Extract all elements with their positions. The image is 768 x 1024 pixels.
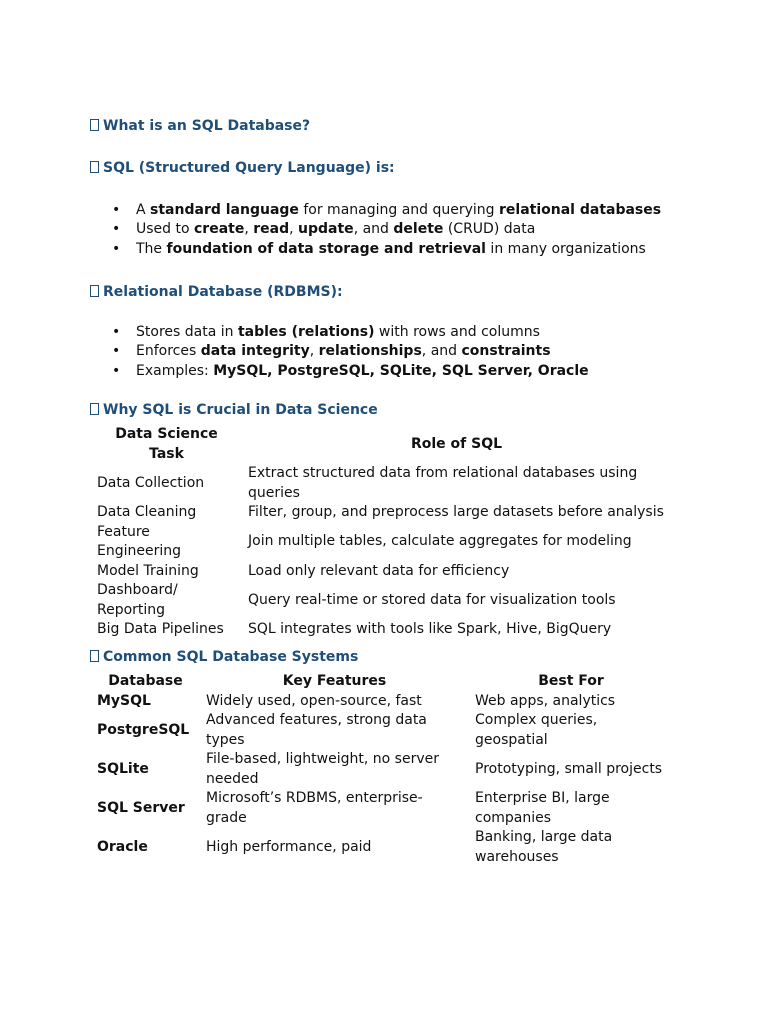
heading-text: What is an SQL Database? [103,118,311,134]
list-item: • Stores data in tables (relations) with rows and columns [112,323,589,342]
column-header: Data Science Task [115,426,218,462]
column-header: Database [108,673,183,689]
database-systems-table [91,672,673,867]
bullet-icon: • [112,362,121,379]
table-row: Data Collection Extract structured data from relational databases using queries [97,465,638,501]
box-glyph-icon [90,403,99,415]
box-glyph-icon [90,650,99,662]
table-row: SQL Server Microsoft’s RDBMS, enterprise-grade Enterprise BI, large companies [97,790,610,826]
list-item: • The foundation of data storage and retrieval in many organizations [112,240,661,259]
list-item: • A standard language for managing and querying relational databases [112,201,661,220]
rdbms-bullet-list [112,323,589,381]
column-header: Key Features [282,673,387,689]
heading-text: Relational Database (RDBMS): [103,284,343,300]
table-row: Model Training Load only relevant data for efficiency [97,562,510,579]
bullet-icon: • [112,343,121,360]
heading-why [90,401,378,419]
box-glyph-icon [90,161,99,173]
table-header-row [91,425,671,464]
box-glyph-icon [90,285,99,297]
column-header: Best For [538,673,604,689]
table-row: Dashboard/ Reporting Query real-time or stored data for visualization tools [97,582,616,618]
table-row: Data Cleaning Filter, group, and preprocess large datasets before analysis [97,504,664,520]
list-item: • Examples: MySQL, PostgreSQL, SQLite, SQL Server, Oracle [112,362,589,381]
heading-common [90,648,358,666]
list-item: • Enforces data integrity, relationships, and constraints [112,342,589,361]
table-row: Oracle High performance, paid Banking, large data warehouses [97,829,613,865]
data-science-table [91,425,671,640]
heading-what-is [90,117,310,135]
list-item: • Used to create, read, update, and delete (CRUD) data [112,220,661,239]
heading-text: Common SQL Database Systems [103,649,359,665]
sql-bullet-list [112,201,661,259]
heading-text: Why SQL is Crucial in Data Science [103,402,378,418]
table-row: Feature Engineering Join multiple tables, calculate aggregates for modeling [97,523,632,559]
table-row: PostgreSQL Advanced features, strong data types Complex queries, geospatial [97,712,598,748]
heading-rdbms [90,283,343,301]
table-row: MySQL Widely used, open-source, fast Web apps, analytics [97,692,616,709]
table-row: Big Data Pipelines SQL integrates with tools like Spark, Hive, BigQuery [97,621,612,638]
bullet-icon: • [112,221,121,238]
bullet-icon: • [112,202,121,218]
table-row: SQLite File-based, lightweight, no server needed Prototyping, small projects [97,751,663,787]
heading-text: SQL (Structured Query Language) is: [103,160,395,176]
bullet-icon: • [112,324,121,340]
column-header: Role of SQL [410,435,503,452]
bullet-icon: • [112,240,121,257]
table-header-row [91,672,673,692]
box-glyph-icon [90,119,99,131]
heading-sql-is [90,159,395,177]
